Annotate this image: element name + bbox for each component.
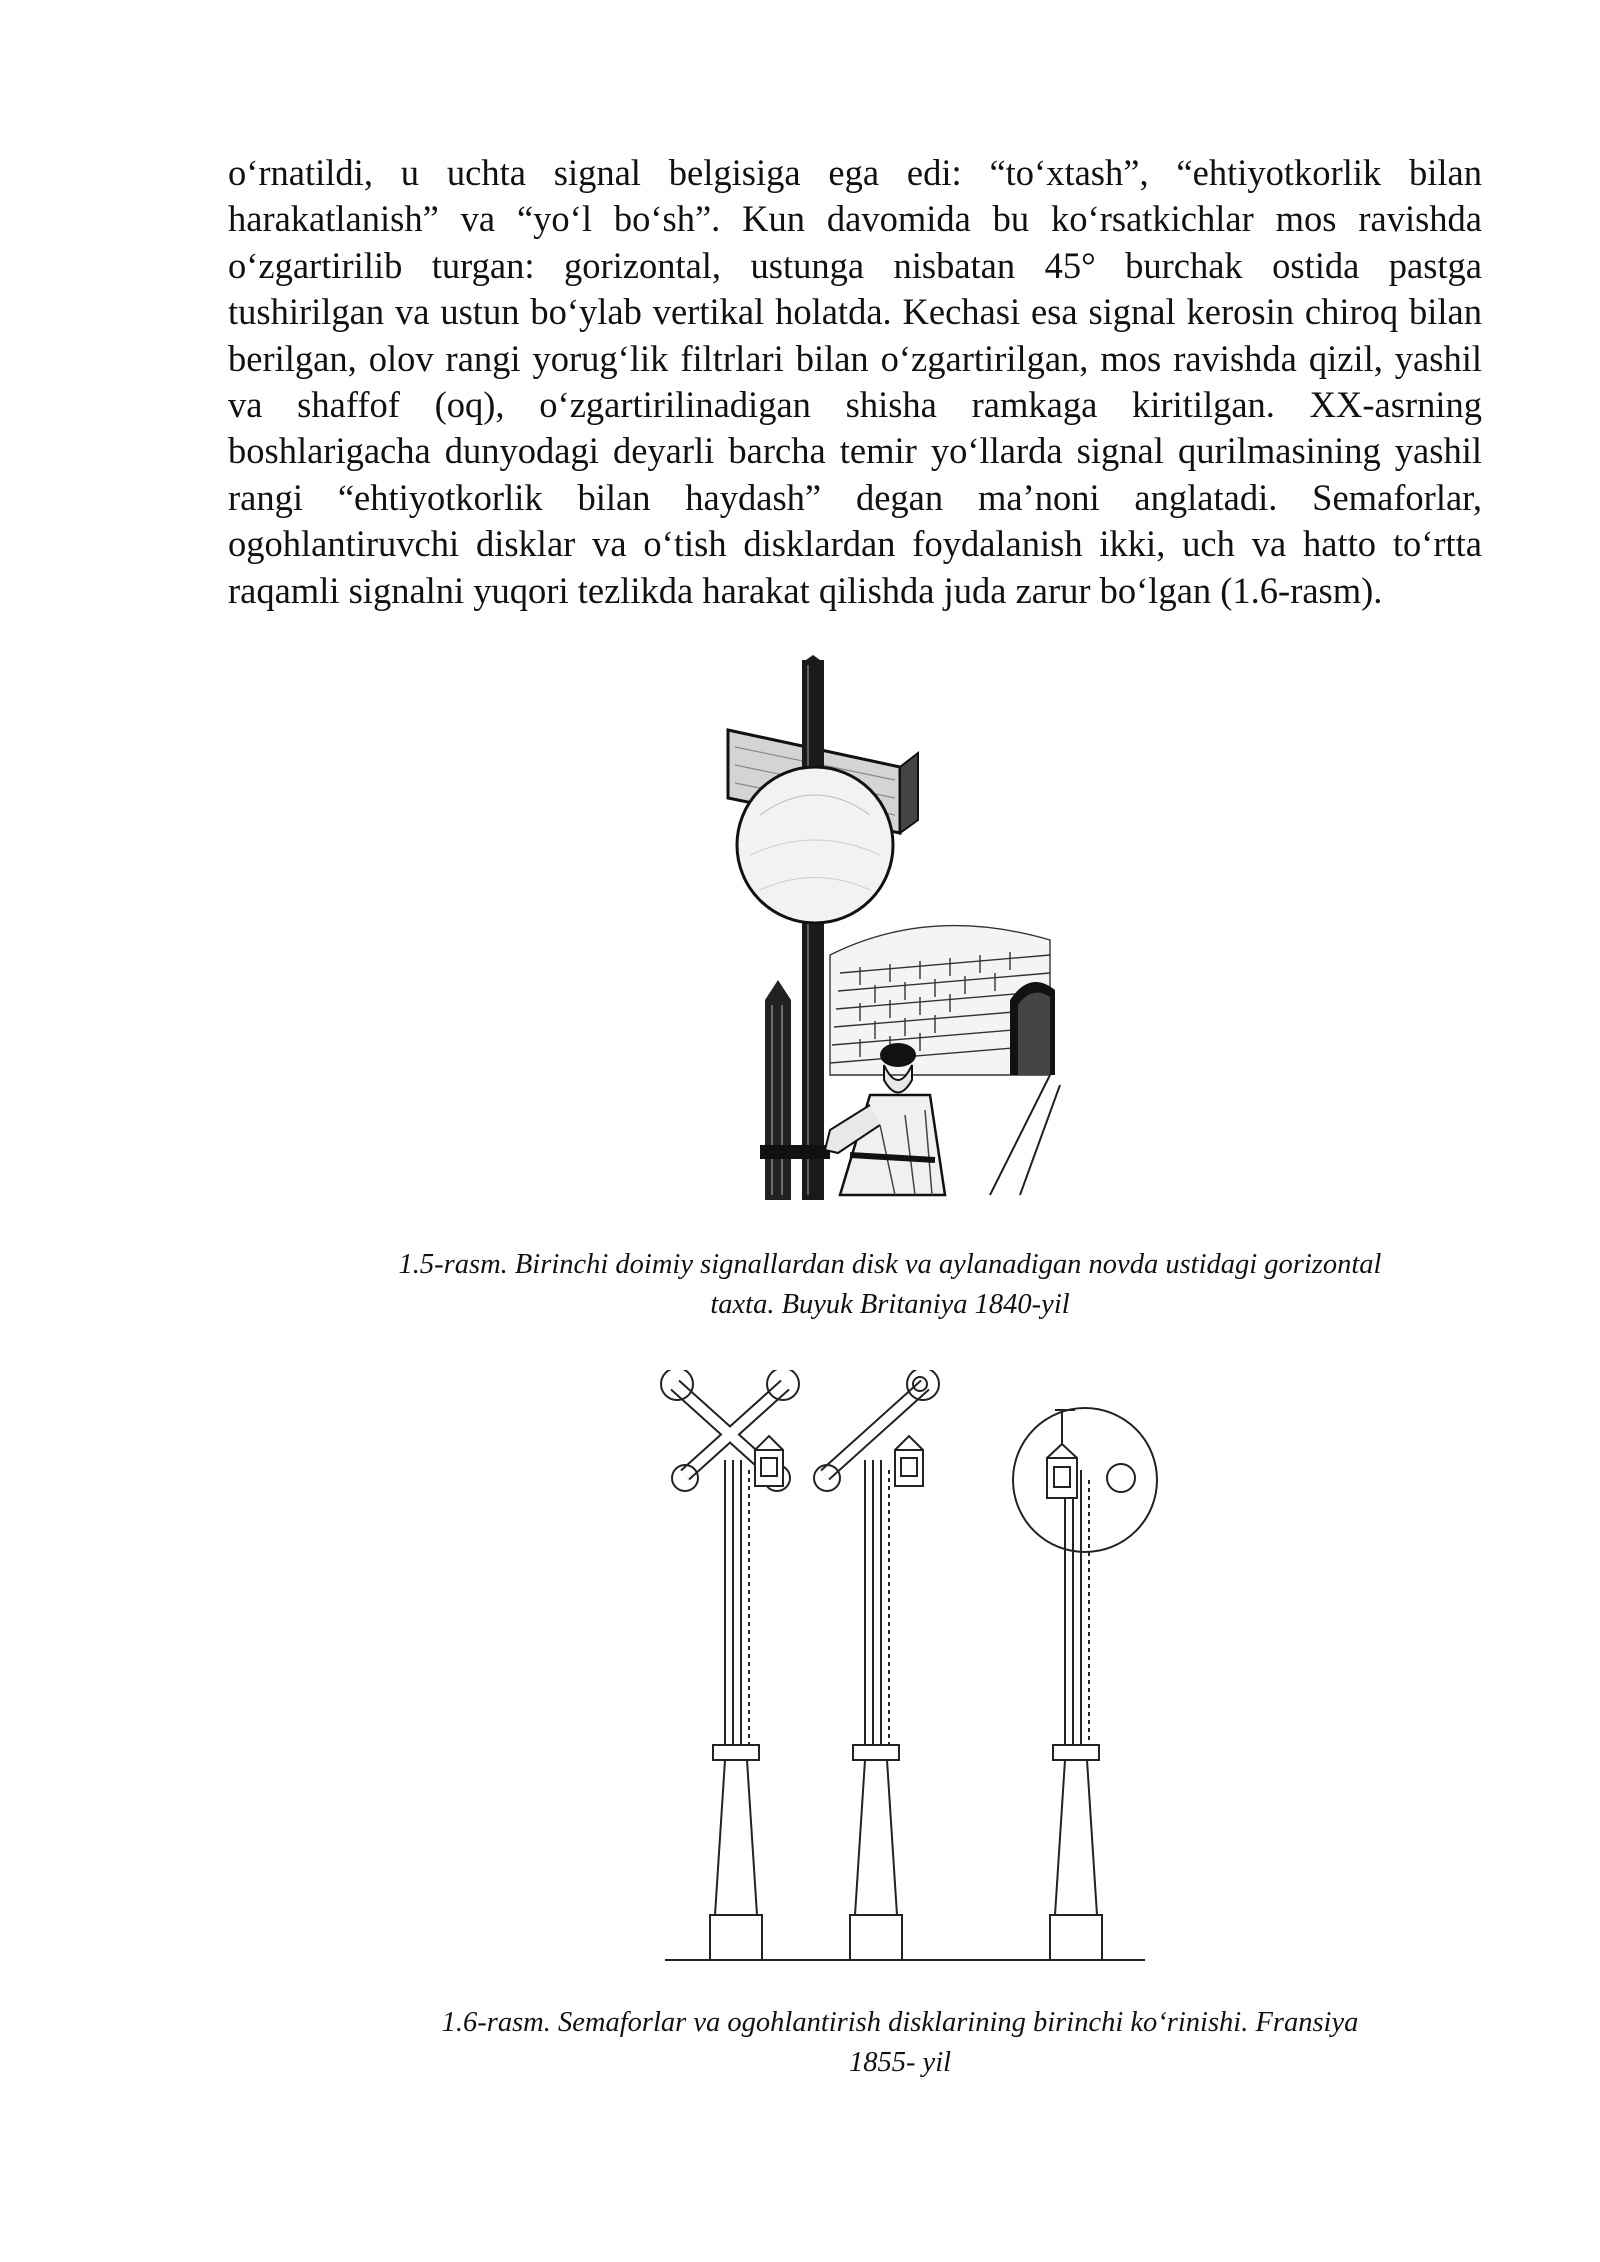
warning-disk-signal (1013, 1408, 1157, 1960)
semaphore-signals-illustration (655, 1370, 1160, 1975)
figure-2-caption-line-2: 1855- yil (848, 2047, 952, 2078)
figure-2-caption (330, 2003, 1470, 2083)
figure-2-caption-line-1: 1.6-rasm. Semaforlar va ogohlantirish disklarining birinchi ko‘rinishi. Fransiya (441, 2007, 1359, 2038)
figure-1-caption-line-2: taxta. Buyuk Britaniya 1840-yil (710, 1289, 1070, 1320)
crossed-semaphore (661, 1370, 799, 1960)
single-arm-semaphore (814, 1370, 939, 1960)
disk-signal-illustration (720, 655, 1070, 1215)
figure-1-caption (300, 1245, 1480, 1325)
figure-1-caption-line-1: 1.5-rasm. Birinchi doimiy signallardan disk va aylanadigan novda ustidagi gorizontal (398, 1249, 1382, 1280)
body-paragraph: o‘rnatildi, u uchta signal belgisiga ega edi: “to‘xtash”, “ehtiyotkorlik bilan harakatlanish” va “yo‘l bo‘sh”. Kun davomida bu ko‘rsatkichlar mos ravishda o‘zgartirilib turgan: gorizontal, ustunga nisbatan 45° burchak ostida pastga tushirilgan va ustun bo‘ylab vertikal holatda. Kechasi esa signal kerosin chiroq bilan berilgan, olov rangi yorug‘lik filtrlari bilan o‘zgartirilgan, mos ravishda qizil, yashil va shaffof (oq), o‘zgartirilinadigan shisha ramkaga kiritilgan. XX-asrning boshlarigacha dunyodagi deyarli barcha temir yo‘llarda signal qurilmasining yashil rangi “ehtiyotkorlik bilan haydash” degan ma’noni anglatadi. Semaforlar, ogohlantiruvchi disklar va o‘tish disklardan foydalanish ikki, uch va hatto to‘rtta raqamli signalni yuqori tezlikda harakat qilishda juda zarur bo‘lgan (1.6-rasm). (228, 152, 1482, 611)
